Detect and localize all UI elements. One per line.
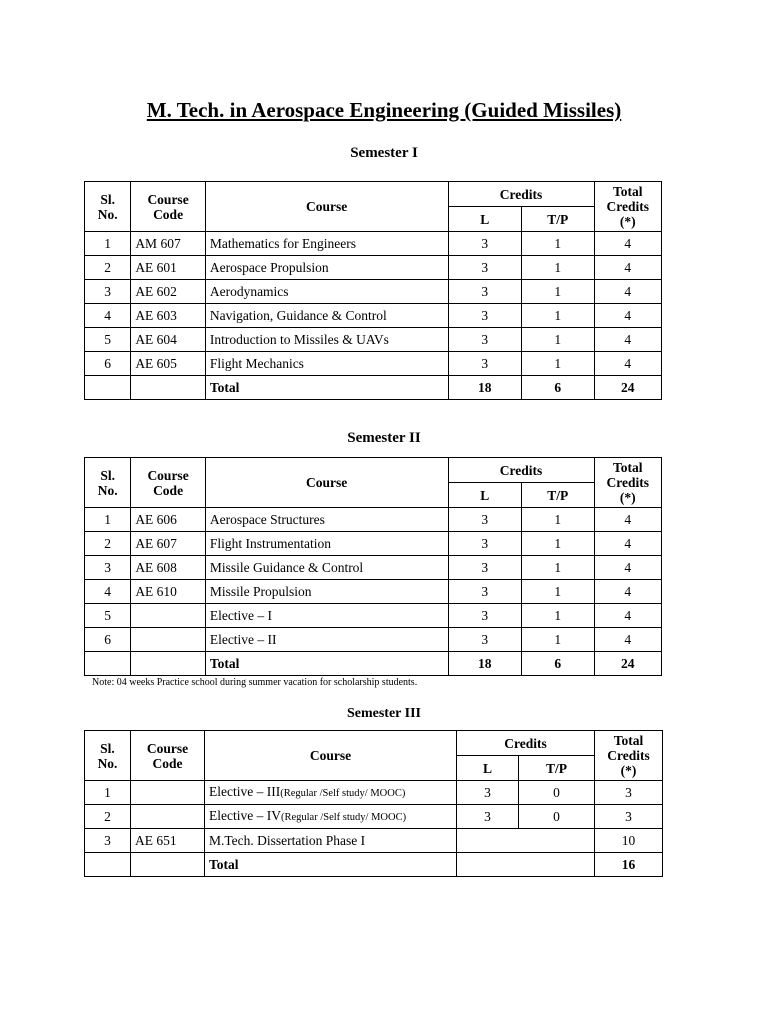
- total-credits: 16: [595, 853, 663, 877]
- course-cell: Flight Mechanics: [205, 352, 448, 376]
- header-course-code: Course Code: [131, 731, 205, 781]
- table-row: [85, 232, 662, 256]
- l-cell: 3: [448, 280, 522, 304]
- total-label: Total: [205, 376, 448, 400]
- course-cell: Mathematics for Engineers: [205, 232, 448, 256]
- code-cell: AE 606: [131, 508, 206, 532]
- sl-cell: 2: [85, 805, 131, 829]
- header-sl-no: Sl. No.: [85, 182, 131, 232]
- header-course-code: Course Code: [131, 182, 206, 232]
- course-cell: Aerospace Structures: [205, 508, 448, 532]
- l-cell: 3: [448, 580, 522, 604]
- sl-cell: 4: [85, 304, 131, 328]
- sl-cell: 2: [85, 256, 131, 280]
- l-cell: 3: [457, 805, 519, 829]
- tp-cell: 1: [522, 628, 595, 652]
- total-label: Total: [205, 853, 457, 877]
- course-cell: Elective – I: [205, 604, 448, 628]
- table-row: [85, 604, 662, 628]
- sl-cell: 6: [85, 628, 131, 652]
- code-cell: AE 601: [131, 256, 206, 280]
- total-l: 18: [448, 376, 522, 400]
- empty-cell: [131, 652, 206, 676]
- course-cell: Flight Instrumentation: [205, 532, 448, 556]
- course-cell: M.Tech. Dissertation Phase I: [205, 829, 457, 853]
- tp-cell: 1: [522, 556, 595, 580]
- sl-cell: 1: [85, 781, 131, 805]
- header-l: L: [448, 483, 522, 508]
- header-tp: T/P: [522, 207, 595, 232]
- course-cell: [205, 781, 457, 805]
- table-row: [85, 628, 662, 652]
- total-cell: 4: [594, 352, 662, 376]
- tp-cell: 0: [519, 781, 595, 805]
- header-course: Course: [205, 731, 457, 781]
- table-row: [85, 352, 662, 376]
- header-total-credits: Total Credits (*): [594, 458, 662, 508]
- header-course-code: Course Code: [131, 458, 206, 508]
- total-cell: 4: [594, 280, 662, 304]
- semester-2-table: [84, 457, 662, 676]
- table-row: [85, 556, 662, 580]
- sl-cell: 1: [85, 232, 131, 256]
- total-row: [85, 652, 662, 676]
- total-cell: 4: [594, 580, 662, 604]
- tp-cell: 1: [522, 328, 595, 352]
- total-cell: 4: [594, 604, 662, 628]
- empty-cell: [131, 853, 205, 877]
- tp-cell: 1: [522, 532, 595, 556]
- code-cell: [131, 604, 206, 628]
- course-name: Elective – IV: [209, 807, 281, 823]
- sl-cell: 3: [85, 556, 131, 580]
- code-cell: AM 607: [131, 232, 206, 256]
- table-row: [85, 781, 663, 805]
- empty-credits-cell: [457, 853, 595, 877]
- total-cell: 4: [594, 508, 662, 532]
- total-credits: 24: [594, 652, 662, 676]
- header-credits: Credits: [457, 731, 595, 756]
- header-total-credits: [595, 731, 663, 781]
- sl-cell: 2: [85, 532, 131, 556]
- semester-1-table: [84, 181, 662, 400]
- table-row: [85, 304, 662, 328]
- header-sl-no: Sl. No.: [85, 458, 131, 508]
- total-cell: 4: [594, 304, 662, 328]
- total-cell: 3: [595, 805, 663, 829]
- semester-2-heading: Semester II: [347, 430, 421, 446]
- code-cell: [131, 628, 206, 652]
- l-cell: 3: [448, 628, 522, 652]
- total-l: 18: [448, 652, 522, 676]
- tp-cell: 1: [522, 508, 595, 532]
- page-title: M. Tech. in Aerospace Engineering (Guided Missiles): [146, 98, 622, 122]
- code-cell: AE 604: [131, 328, 206, 352]
- total-cell: 3: [595, 781, 663, 805]
- l-cell: 3: [448, 304, 522, 328]
- l-cell: 3: [457, 781, 519, 805]
- code-cell: AE 651: [131, 829, 205, 853]
- course-cell: Elective – II: [205, 628, 448, 652]
- table-row: [85, 508, 662, 532]
- l-cell: 3: [448, 532, 522, 556]
- l-cell: 3: [448, 352, 522, 376]
- total-cell: 4: [594, 328, 662, 352]
- tp-cell: 1: [522, 304, 595, 328]
- l-cell: 3: [448, 556, 522, 580]
- sl-cell: 4: [85, 580, 131, 604]
- header-credits: Credits: [448, 458, 594, 483]
- header-course: Course: [205, 458, 448, 508]
- empty-cell: [131, 376, 206, 400]
- total-row: [85, 853, 663, 877]
- empty-cell: [85, 853, 131, 877]
- code-cell: AE 607: [131, 532, 206, 556]
- header-l: L: [448, 207, 522, 232]
- total-cell: 4: [594, 256, 662, 280]
- table-row: [85, 580, 662, 604]
- semester-1-heading: Semester I: [350, 145, 418, 161]
- header-tp: T/P: [522, 483, 595, 508]
- l-cell: 3: [448, 256, 522, 280]
- code-cell: AE 602: [131, 280, 206, 304]
- header-credits: Credits: [448, 182, 594, 207]
- header-sl-no: Sl. No.: [85, 731, 131, 781]
- header-total-credits-label: Total Credits: [607, 733, 650, 763]
- course-name: Elective – III: [209, 783, 281, 799]
- l-cell: 3: [448, 508, 522, 532]
- table-row: [85, 256, 662, 280]
- header-tp: T/P: [519, 756, 595, 781]
- course-cell: [205, 805, 457, 829]
- tp-cell: 1: [522, 604, 595, 628]
- total-cell: 4: [594, 628, 662, 652]
- total-cell: 10: [595, 829, 663, 853]
- course-cell: Missile Propulsion: [205, 580, 448, 604]
- code-cell: AE 610: [131, 580, 206, 604]
- tp-cell: 0: [519, 805, 595, 829]
- header-l: L: [457, 756, 519, 781]
- semester-3-heading: Semester III: [346, 706, 421, 721]
- l-cell: 3: [448, 328, 522, 352]
- sl-cell: 1: [85, 508, 131, 532]
- code-cell: [131, 781, 205, 805]
- total-tp: 6: [522, 376, 595, 400]
- course-cell: Navigation, Guidance & Control: [205, 304, 448, 328]
- l-cell: 3: [448, 604, 522, 628]
- empty-credits-cell: [457, 829, 595, 853]
- sl-cell: 3: [85, 829, 131, 853]
- total-credits: 24: [594, 376, 662, 400]
- tp-cell: 1: [522, 352, 595, 376]
- tp-cell: 1: [522, 580, 595, 604]
- tp-cell: 1: [522, 280, 595, 304]
- total-cell: 4: [594, 232, 662, 256]
- sl-cell: 5: [85, 604, 131, 628]
- table-row: [85, 805, 663, 829]
- code-cell: [131, 805, 205, 829]
- practice-school-note: Note: 04 weeks Practice school during summer vacation for scholarship students.: [92, 677, 418, 688]
- sl-cell: 3: [85, 280, 131, 304]
- course-mode-note: (Regular /Self study/ MOOC): [280, 787, 406, 799]
- header-total-credits-star: (*): [620, 763, 637, 778]
- course-cell: Aerodynamics: [205, 280, 448, 304]
- empty-cell: [85, 652, 131, 676]
- tp-cell: 1: [522, 256, 595, 280]
- code-cell: AE 603: [131, 304, 206, 328]
- course-cell: Introduction to Missiles & UAVs: [205, 328, 448, 352]
- sl-cell: 5: [85, 328, 131, 352]
- tp-cell: 1: [522, 232, 595, 256]
- sl-cell: 6: [85, 352, 131, 376]
- table-row: [85, 328, 662, 352]
- total-tp: 6: [522, 652, 595, 676]
- l-cell: 3: [448, 232, 522, 256]
- total-label: Total: [205, 652, 448, 676]
- total-cell: 4: [594, 556, 662, 580]
- code-cell: AE 605: [131, 352, 206, 376]
- total-row: [85, 376, 662, 400]
- semester-3-table: [84, 730, 663, 877]
- course-mode-note: (Regular /Self study/ MOOC): [280, 811, 407, 823]
- empty-cell: [85, 376, 131, 400]
- course-cell: Aerospace Propulsion: [205, 256, 448, 280]
- code-cell: AE 608: [131, 556, 206, 580]
- course-cell: Missile Guidance & Control: [205, 556, 448, 580]
- table-row: [85, 532, 662, 556]
- header-total-credits: Total Credits (*): [594, 182, 662, 232]
- total-cell: 4: [594, 532, 662, 556]
- table-row: [85, 829, 663, 853]
- header-course: Course: [205, 182, 448, 232]
- table-row: [85, 280, 662, 304]
